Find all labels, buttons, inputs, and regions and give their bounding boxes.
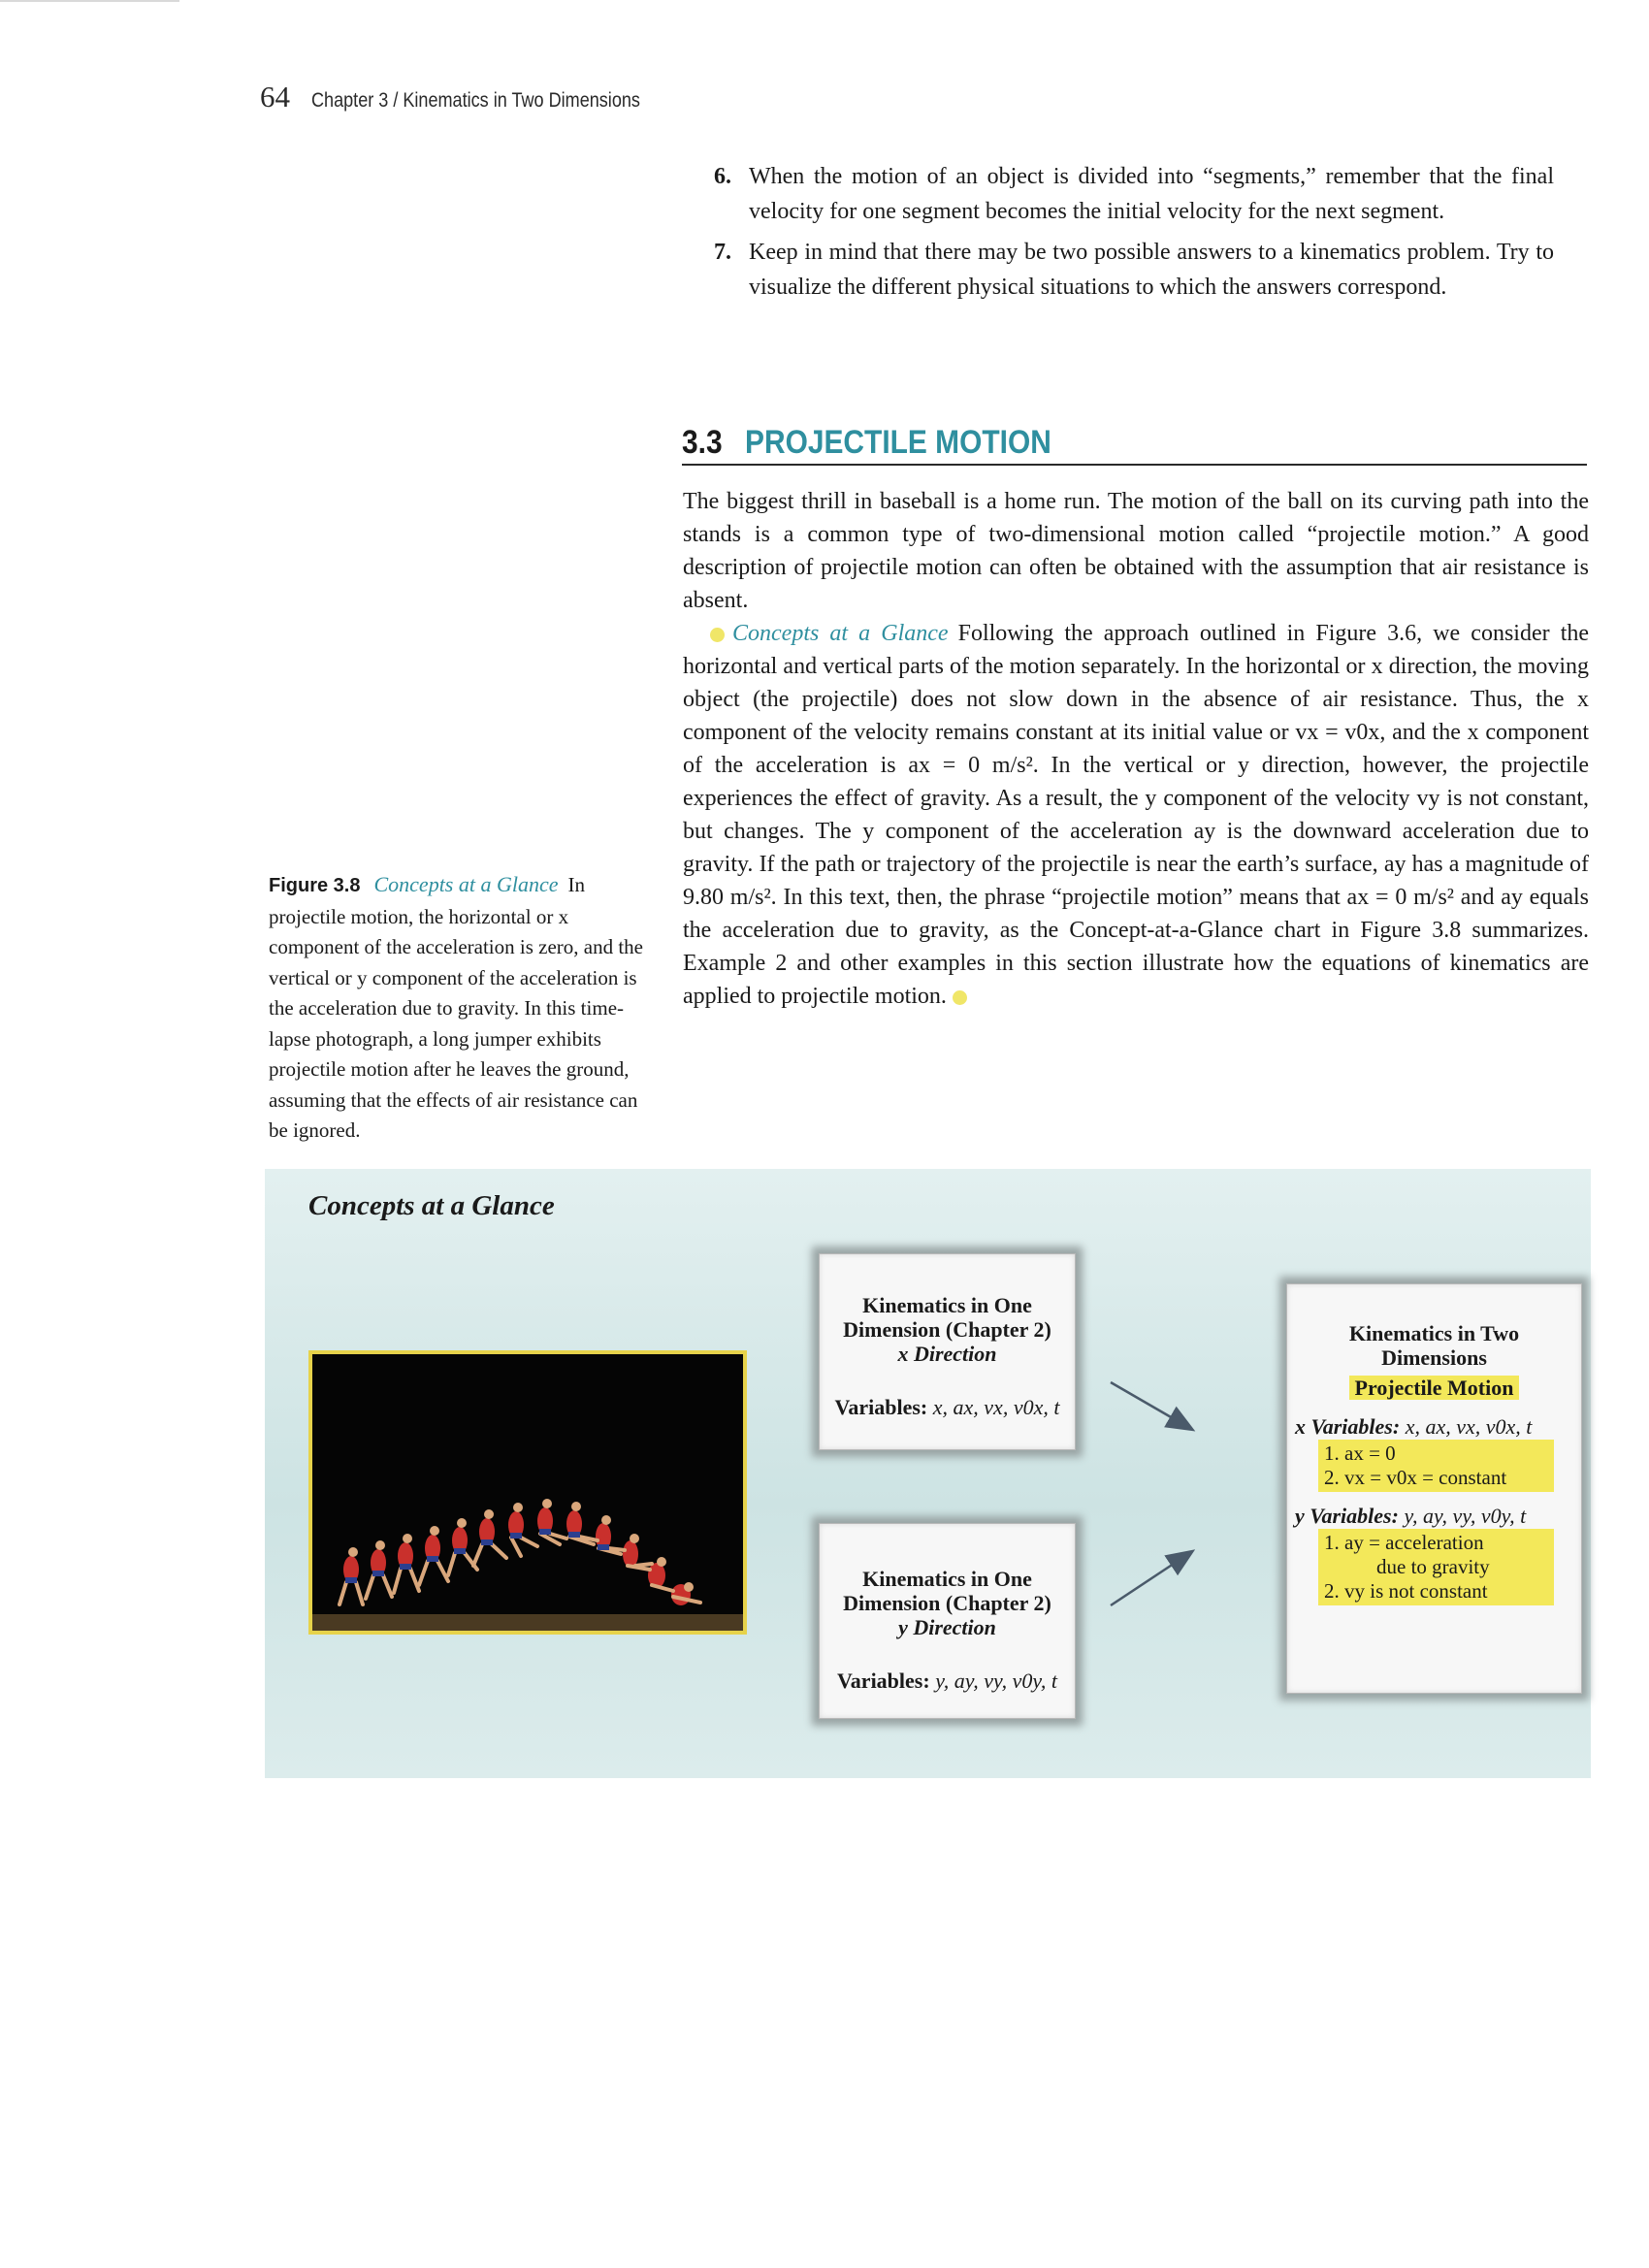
body-text [683, 485, 1589, 1013]
box-title-line: Kinematics in Two [1348, 1321, 1520, 1345]
concepts-at-a-glance-label: Concepts at a Glance [732, 621, 949, 646]
list-item-text: Keep in mind that there may be two possible answers to a kinematics problem. Try to visualize the different physical situations to which the answers correspond. [749, 240, 1554, 300]
condition-item: 2. vx = v0x = constant [1324, 1466, 1507, 1489]
top-edge-rule [0, 0, 179, 2]
arrow-y-to-2d [1111, 1552, 1191, 1605]
paragraph [683, 617, 1589, 1013]
condition-item: 1. ay = acceleration [1324, 1531, 1484, 1554]
box-title-line: Kinematics in One [862, 1567, 1032, 1591]
caption-text: In projectile motion, the horizontal or x component of the acceleration is zero, and the vertical or y component of the acceleration is the acceleration due to gravity. In this time-lapse photograph, a long jumper exhibits projectile motion after he leaves the ground, assuming that the effects of air resistance can be ignored. [269, 873, 643, 1142]
list-item-text: When the motion of an object is divided into “segments,” remember that the final velocity for one segment becomes the initial velocity for the next segment. [749, 164, 1554, 224]
tips-list [708, 159, 1554, 310]
concepts-at-a-glance-panel [265, 1169, 1591, 1778]
arrow-x-to-2d [1111, 1382, 1191, 1429]
variables-label: x Variables: [1295, 1414, 1401, 1439]
concept-dot-icon [953, 990, 967, 1005]
list-item-number: 6. [714, 164, 731, 189]
variables-list: x, ax, vx, v0x, t [1405, 1414, 1533, 1439]
variables-list: y, ay, vy, v0y, t [1404, 1504, 1527, 1528]
concepts-at-a-glance-label: Concepts at a Glance [373, 872, 559, 896]
running-head: Chapter 3 / Kinematics in Two Dimensions [311, 89, 640, 112]
running-header [260, 80, 694, 118]
box-title-line: Kinematics in One [862, 1293, 1032, 1317]
paragraph: The biggest thrill in baseball is a home run. The motion of the ball on its curving path into the stands is a common type of two-dimensional motion called “projectile motion.” A good description of projectile motion can often be obtained with the assumption that air resistance is absent. [683, 489, 1589, 613]
box-title-line: y Direction [898, 1615, 996, 1639]
variables-label: Variables: [836, 1669, 930, 1693]
box-title-line: x Direction [897, 1342, 997, 1366]
panel-title: Concepts at a Glance [308, 1190, 555, 1221]
condition-item: 1. ax = 0 [1324, 1442, 1396, 1465]
list-item [708, 235, 1554, 305]
projectile-motion-highlight: Projectile Motion [1349, 1376, 1520, 1400]
section-heading [682, 415, 1587, 466]
variables-label: y Variables: [1295, 1504, 1399, 1528]
concept-dot-icon [710, 628, 725, 642]
list-item-number: 7. [714, 240, 731, 265]
paragraph-text: Following the approach outlined in Figure 3.6, we consider the horizontal and vertical parts of the motion separately. In the horizontal or x direction, the moving object (the projectile) does not slow down in the absence of air resistance. Thus, the x component of the velocity remains constant at its initial value or vx = v0x, and the x component of the acceleration is ax = 0 m/s². In the vertical or y direction, however, the projectile experiences the effect of gravity. As a result, the y component of the velocity vy is not constant, but changes. The y component of the acceleration ay is the downward acceleration due to gravity. If the path or trajectory of the projectile is near the earth’s surface, ay has a magnitude of 9.80 m/s². In this text, then, the phrase “projectile motion” means that ax = 0 m/s² and ay equals the acceleration due to gravity, as the Concept-at-a-Glance chart in Figure 3.8 summarizes. Example 2 and other examples in this section illustrate how the equations of kinematics are applied to projectile motion. [683, 621, 1590, 1009]
figure-label: Figure 3.8 [269, 875, 361, 896]
section-title: PROJECTILE MOTION [745, 424, 1052, 461]
variables-label: Variables: [834, 1395, 928, 1419]
figure-caption [269, 869, 657, 1147]
flow-arrows [265, 1169, 1591, 1778]
variables-list: x, ax, vx, v0x, t [932, 1395, 1060, 1419]
condition-item: 2. vy is not constant [1324, 1579, 1488, 1603]
section-number: 3.3 [682, 424, 723, 461]
box-title-line: Dimension (Chapter 2) [843, 1591, 1051, 1615]
box-title-line: Dimension (Chapter 2) [843, 1317, 1051, 1342]
list-item [708, 159, 1554, 229]
condition-item: due to gravity [1376, 1555, 1490, 1578]
page-number: 64 [260, 80, 290, 113]
variables-list: y, ay, vy, v0y, t [935, 1669, 1058, 1693]
box-title-line: Dimensions [1381, 1345, 1487, 1370]
